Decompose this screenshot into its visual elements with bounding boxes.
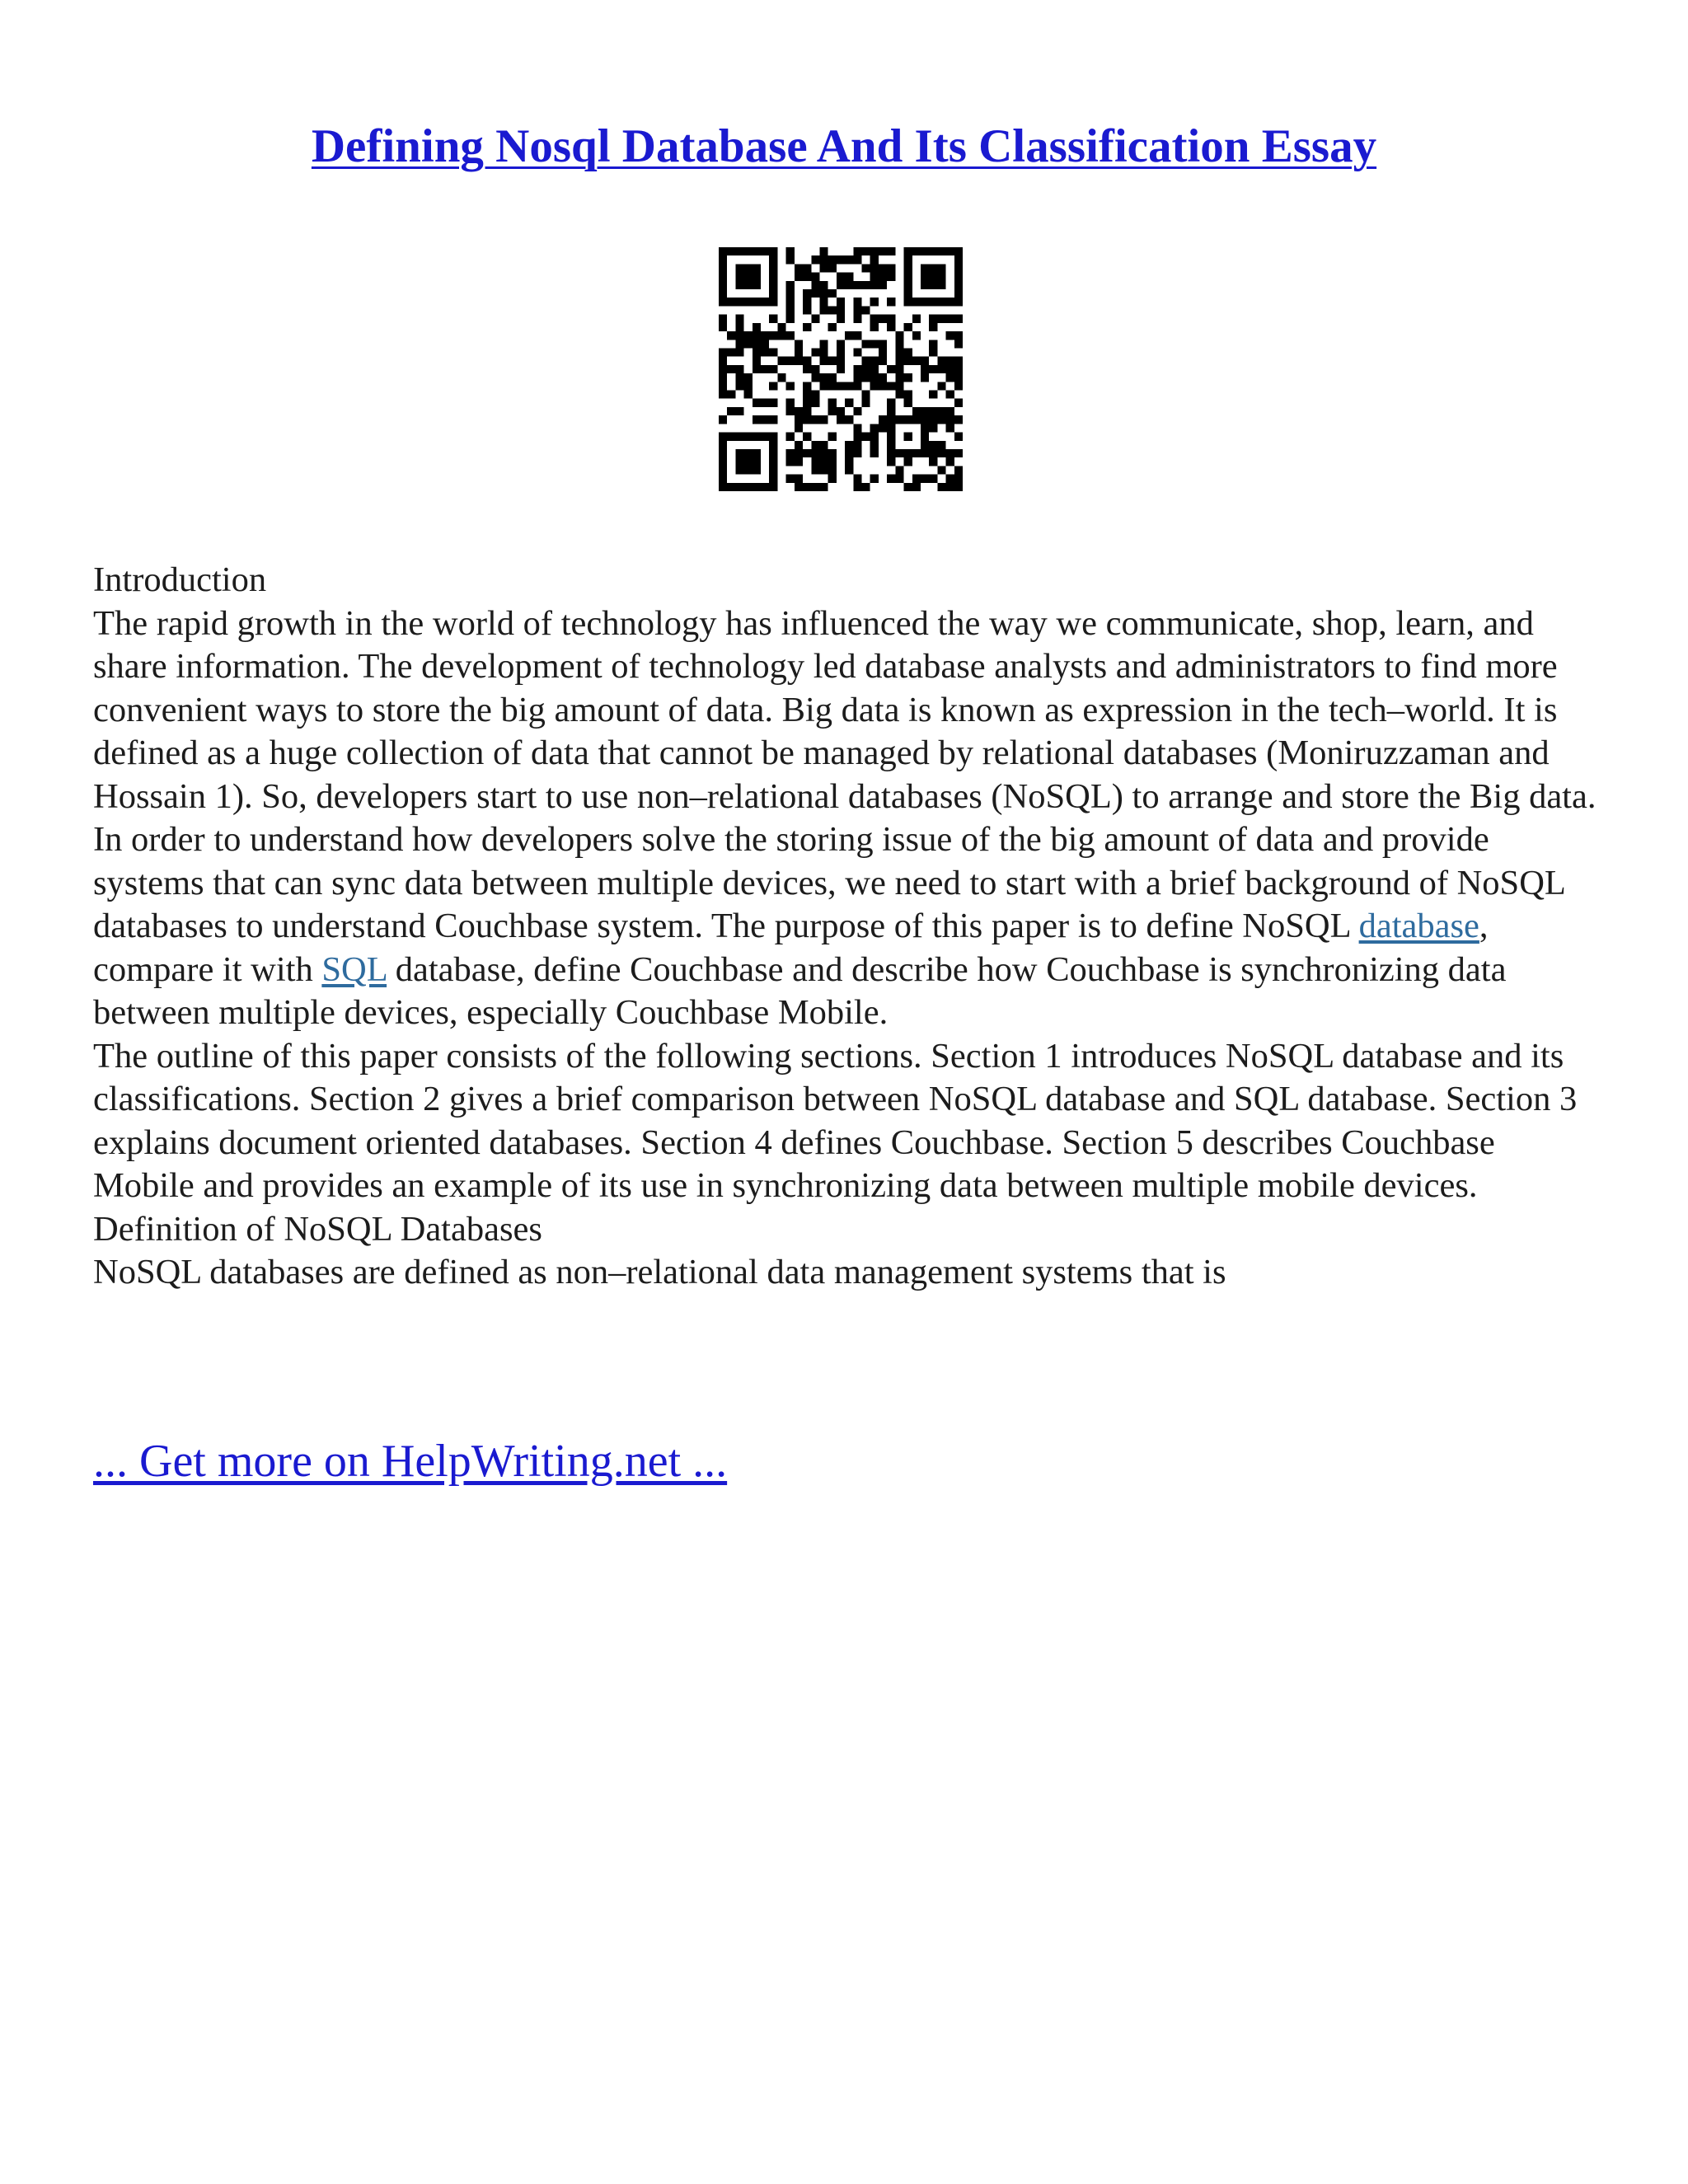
title-link[interactable]: Defining Nosql Database And Its Classification Essay (311, 120, 1377, 172)
intro-text-part-3: database, define Couchbase and describe how Couchbase is synchronizing data between multiple devices, especially Couchbase Mobile. (93, 949, 1507, 1032)
intro-heading: Introduction (93, 560, 267, 599)
definition-paragraph: NoSQL databases are defined as non–relational data management systems that is (93, 1253, 1226, 1291)
get-more-link[interactable]: ... Get more on HelpWriting.net ... (93, 1436, 728, 1487)
intro-text-part-1: The rapid growth in the world of technology has influenced the way we communicate, shop, learn, and share information. The development of technology led database analysts and administrators to find more convenient ways to store the big amount of data. Big data is known as expression in the tech–world. It is defined as a huge collection of data that cannot be managed by relational databases (Moniruzzaman and Hossain 1). So, developers start to use non–relational databases (NoSQL) to arrange and store the Big data. In order to understand how developers solve the storing issue of the big amount of data and provide systems that can sync data between multiple devices, we need to start with a brief background of NoSQL databases to understand Couchbase system. The purpose of this paper is to define NoSQL (93, 603, 1597, 945)
qr-code-icon (719, 247, 963, 491)
sql-link[interactable]: SQL (321, 949, 387, 989)
document-title (0, 114, 1688, 180)
database-link[interactable]: database (1358, 907, 1479, 945)
get-more-section (93, 1430, 727, 1493)
essay-body (93, 559, 1601, 1295)
intro-paragraph (93, 602, 1601, 1035)
definition-heading: Definition of NoSQL Databases (93, 1209, 542, 1249)
intro-text-part-2: , compare it with (93, 907, 1489, 989)
outline-paragraph: The outline of this paper consists of the following sections. Section 1 introduces NoSQL database and its classifications. Section 2 gives a brief comparison between NoSQL database and SQL database. Section 3 explains document oriented databases. Section 4 defines Couchbase. Section 5 describes Couchbase Mobile and provides an example of its use in synchronizing data between multiple mobile devices. (93, 1036, 1578, 1205)
